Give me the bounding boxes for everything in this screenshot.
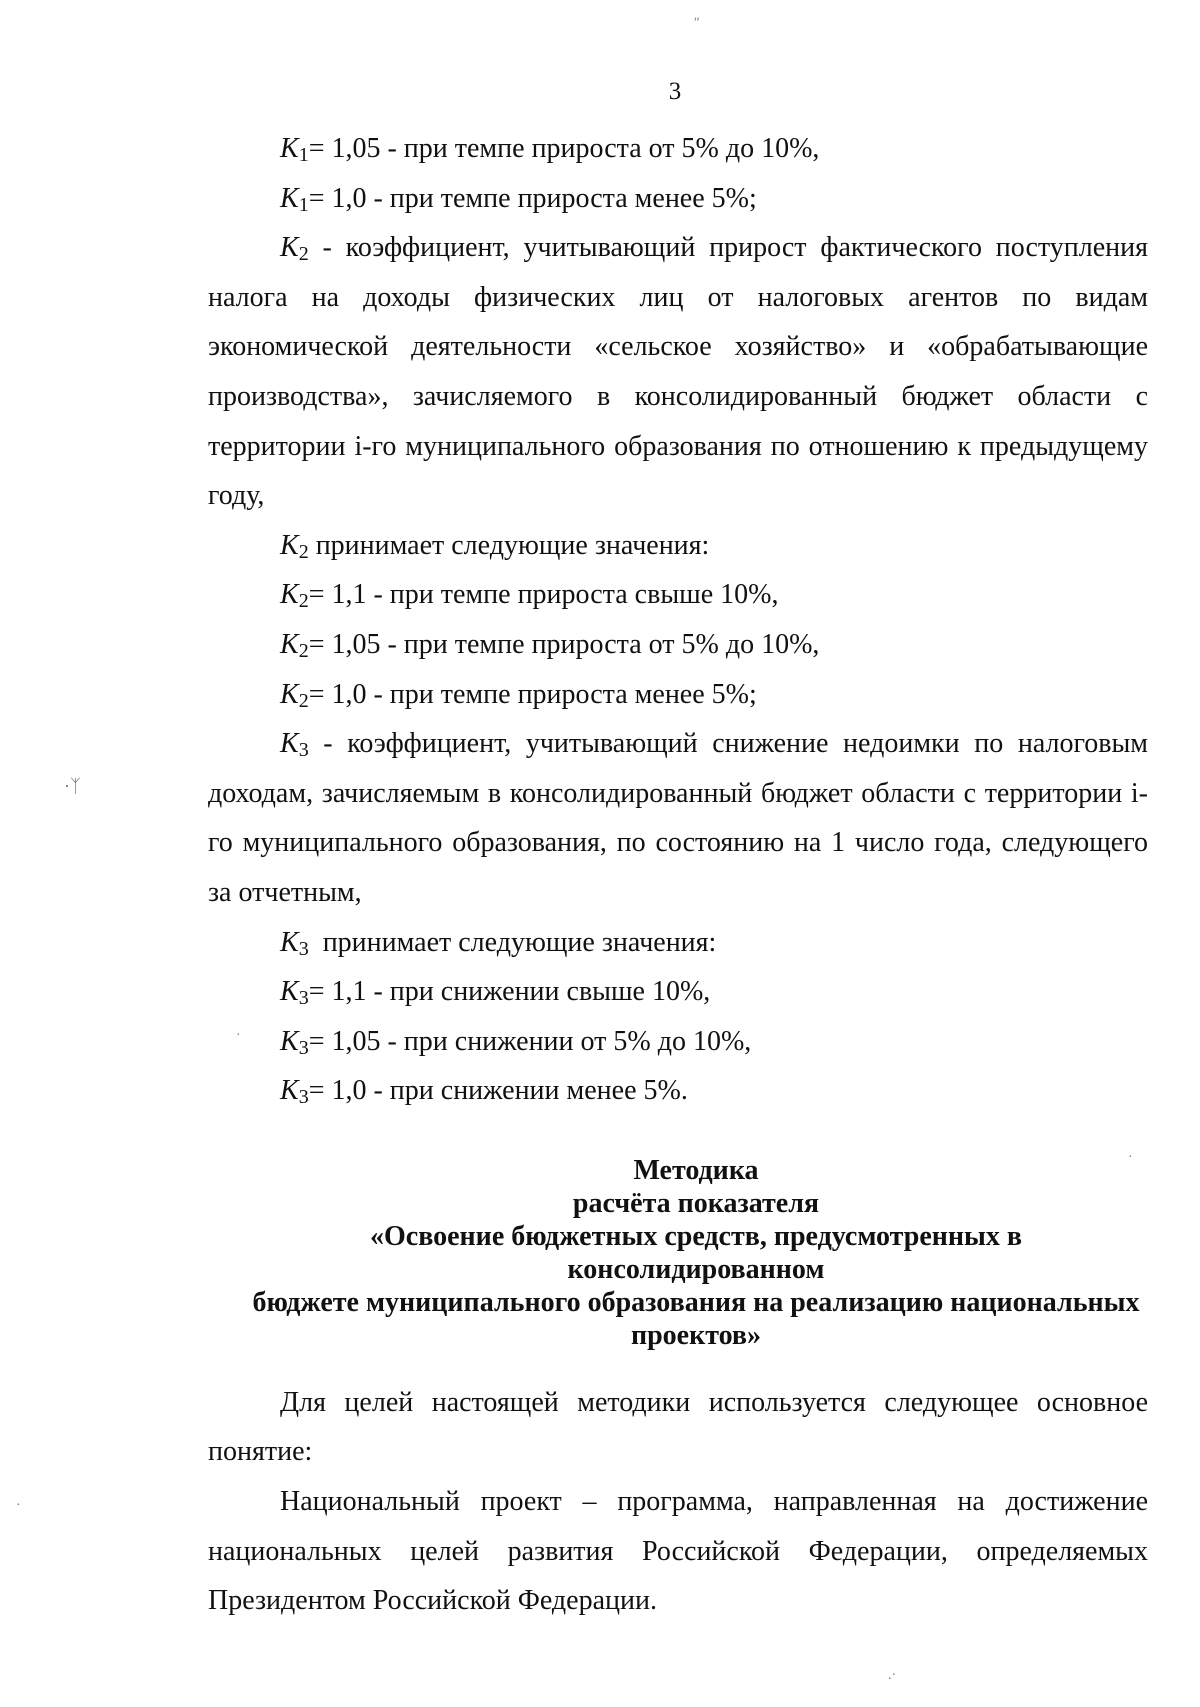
heading-line: Методика [633, 1154, 759, 1186]
coefficient-text: принимает следующие значения: [308, 529, 710, 561]
coefficient-text: принимает следующие значения: [308, 926, 717, 958]
coefficient-symbol: $K_2$ [280, 628, 309, 662]
k1-value-line [208, 124, 1148, 174]
coefficient-text: = 1,05 - при темпе прироста от 5% до 10%, [308, 628, 820, 660]
coefficient-text: = 1,0 - при темпе прироста менее 5%; [308, 182, 757, 214]
heading-line: расчёта показателя [572, 1187, 820, 1219]
page-number: 3 [668, 78, 682, 105]
coefficient-symbol: $K_2$ [280, 678, 309, 712]
scan-speck: · [16, 1498, 21, 1513]
coefficient-text: = 1,1 - при темпе прироста свыше 10%, [308, 579, 779, 611]
coefficient-text: = 1,05 - при темпе прироста от 5% до 10%, [308, 133, 820, 164]
k2-value-line [208, 620, 1148, 670]
national-project-paragraph: Национальный проект – программа, направленная на достижение национальных целей развития Российской Федерации, определяемых Президентом Российской Федерации. [208, 1486, 1148, 1617]
coefficient-text: = 1,05 - при снижении от 5% до 10%, [308, 1025, 752, 1057]
document-body [208, 124, 1148, 1626]
k2-value-line [208, 670, 1148, 720]
coefficient-symbol: $K_2$ [280, 579, 309, 613]
methodology-heading [208, 1154, 1148, 1352]
k2-intro-line [208, 521, 1148, 571]
scan-speck: · [236, 1028, 241, 1043]
k1-value-line [208, 174, 1148, 224]
coefficient-text: - коэффициент, учитывающий снижение недоимки по налоговым доходам, зачисляемым в консолидированный бюджет области с территории i-го муниципального образования, по состоянию на 1 число года, следующего за отчетным, [208, 728, 1148, 908]
coefficient-symbol: $K_3$ [280, 1075, 309, 1109]
k3-value-line [208, 967, 1148, 1017]
scan-speck: · [1128, 1150, 1133, 1165]
scan-speck: .· [888, 1668, 897, 1683]
scan-speck: ·ᛉ [64, 776, 81, 796]
coefficient-symbol: $K_2$ [280, 529, 309, 563]
coefficient-symbol: $K_3$ [280, 926, 309, 960]
coefficient-symbol: $K_1$ [280, 133, 309, 166]
coefficient-text: = 1,0 - при темпе прироста менее 5%; [308, 678, 757, 710]
coefficient-text: = 1,1 - при снижении свыше 10%, [308, 976, 711, 1008]
heading-line: бюджете муниципального образования на реализацию национальных [252, 1286, 1140, 1318]
coefficient-symbol: $K_3$ [280, 976, 309, 1010]
coefficient-symbol: $K_3$ [280, 1025, 309, 1059]
k3-intro-line [208, 918, 1148, 968]
coefficient-text: - коэффициент, учитывающий прирост фактического поступления налога на доходы физических лиц от налоговых агентов по видам экономической деятельности «сельское хозяйство» и «обрабатывающие производства», зачисляемого в консолидированный бюджет области с территории i-го муниципального образования по отношению к предыдущему году, [208, 232, 1148, 512]
coefficient-text: = 1,0 - при снижении менее 5%. [308, 1075, 688, 1107]
k2-definition-paragraph [208, 223, 1148, 521]
k2-value-line [208, 570, 1148, 620]
heading-line: проектов» [630, 1319, 762, 1351]
heading-line: «Освоение бюджетных средств, предусмотренных в консолидированном [369, 1220, 1023, 1285]
coefficient-symbol: $K_2$ [280, 232, 309, 266]
k3-definition-paragraph [208, 719, 1148, 917]
coefficient-symbol: $K_3$ [280, 728, 309, 762]
k3-value-line [208, 1017, 1148, 1067]
scan-speck: ʺ [694, 16, 700, 31]
concept-paragraph: Для целей настоящей методики используется следующее основное понятие: [208, 1386, 1148, 1468]
coefficient-symbol: $K_1$ [280, 182, 309, 216]
k3-value-line [208, 1066, 1148, 1116]
